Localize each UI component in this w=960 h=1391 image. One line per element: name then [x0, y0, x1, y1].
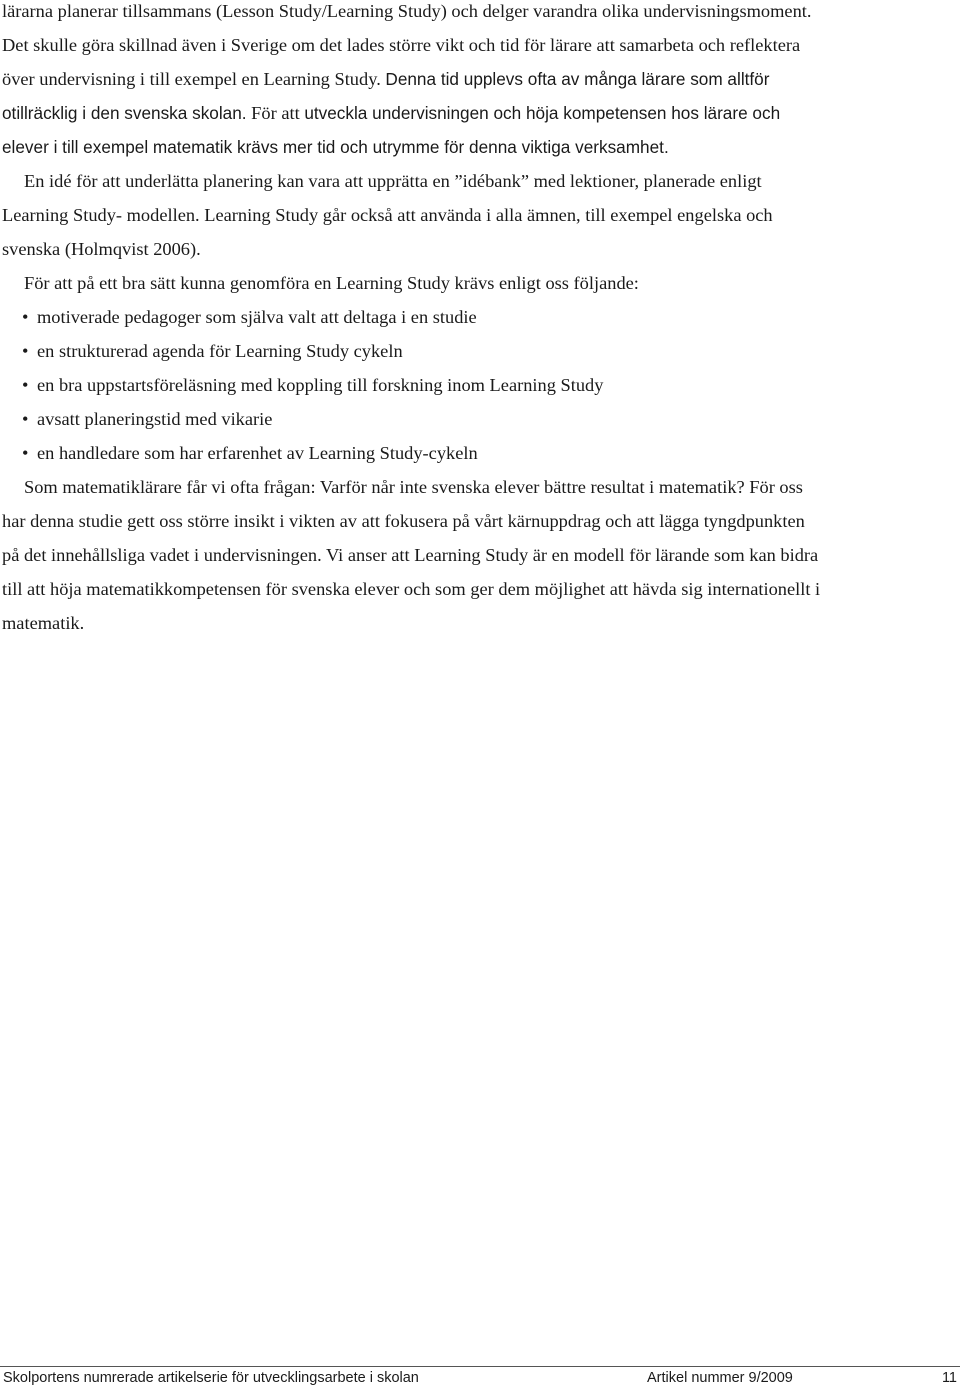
page-footer: [0, 1366, 960, 1391]
list-item-text: en bra uppstartsföreläsning med koppling till forskning inom Learning Study: [37, 375, 604, 395]
bullet-icon: •: [22, 341, 29, 361]
footer-article-number: Artikel nummer 9/2009: [647, 1370, 793, 1386]
paragraph-requirements: För att på ett bra sätt kunna genomföra en Learning Study krävs enligt oss följande:: [24, 273, 639, 293]
footer-divider: [0, 1366, 960, 1367]
list-item: [2, 368, 822, 402]
requirements-list: [2, 300, 822, 470]
list-item: [2, 436, 822, 470]
paragraph-intro: [2, 0, 822, 164]
paragraph-intro-serif: lärarna planerar tillsammans (Lesson Study/Learning Study) och delger varandra olika undervisningsmoment. Det skulle göra skillnad även i Sverige om det lades större vikt och tid för lärare att samarbeta och reflektera över undervisning i till exempel en Learning Study.: [2, 1, 812, 89]
list-item: [2, 334, 822, 368]
paragraph-intro-sans-2: utveckla undervisningen och höja kompetensen hos lärare och elever i till exempel matematik krävs mer tid och utrymme för denna viktiga verksamhet.: [2, 103, 781, 157]
list-item-text: motiverade pedagoger som själva valt att deltaga i en studie: [37, 307, 477, 327]
page-number: 11: [941, 1370, 957, 1386]
paragraph-closing: Som matematiklärare får vi ofta frågan: Varför når inte svenska elever bättre resultat i matematik? För oss har denna studie gett oss större insikt i vikten av att fokusera på vårt kärnuppdrag och att lägga tyngdpunkten på det innehållsliga vadet i undervisningen. Vi anser att Learning Study är en modell för lärande som kan bidra till att höja matematikkompetensen för svenska elever och som ger dem möjlighet att hävda sig internationellt i matematik.: [2, 477, 821, 633]
bullet-icon: •: [22, 409, 29, 429]
bullet-icon: •: [22, 443, 29, 463]
body-text: [2, 0, 822, 640]
bullet-icon: •: [22, 307, 29, 327]
list-item-text: en handledare som har erfarenhet av Learning Study-cykeln: [37, 443, 478, 463]
bullet-icon: •: [22, 375, 29, 395]
list-item-text: avsatt planeringstid med vikarie: [37, 409, 273, 429]
list-item-text: en strukturerad agenda för Learning Study cykeln: [37, 341, 403, 361]
paragraph-intro-sans: Denna tid upplevs ofta av många lärare som alltför otillräcklig i den svenska skolan.: [2, 69, 770, 123]
list-item: [2, 402, 822, 436]
footer-series-title: Skolportens numrerade artikelserie för utvecklingsarbete i skolan: [3, 1370, 419, 1386]
paragraph-idea-bank: En idé för att underlätta planering kan vara att upprätta en ”idébank” med lektioner, planerade enligt Learning Study- modellen. Learning Study går också att använda i alla ämnen, till exempel engelska och svenska (Holmqvist 2006).: [2, 171, 773, 259]
paragraph-intro-serif-2: För att: [251, 103, 300, 123]
list-item: [2, 300, 822, 334]
